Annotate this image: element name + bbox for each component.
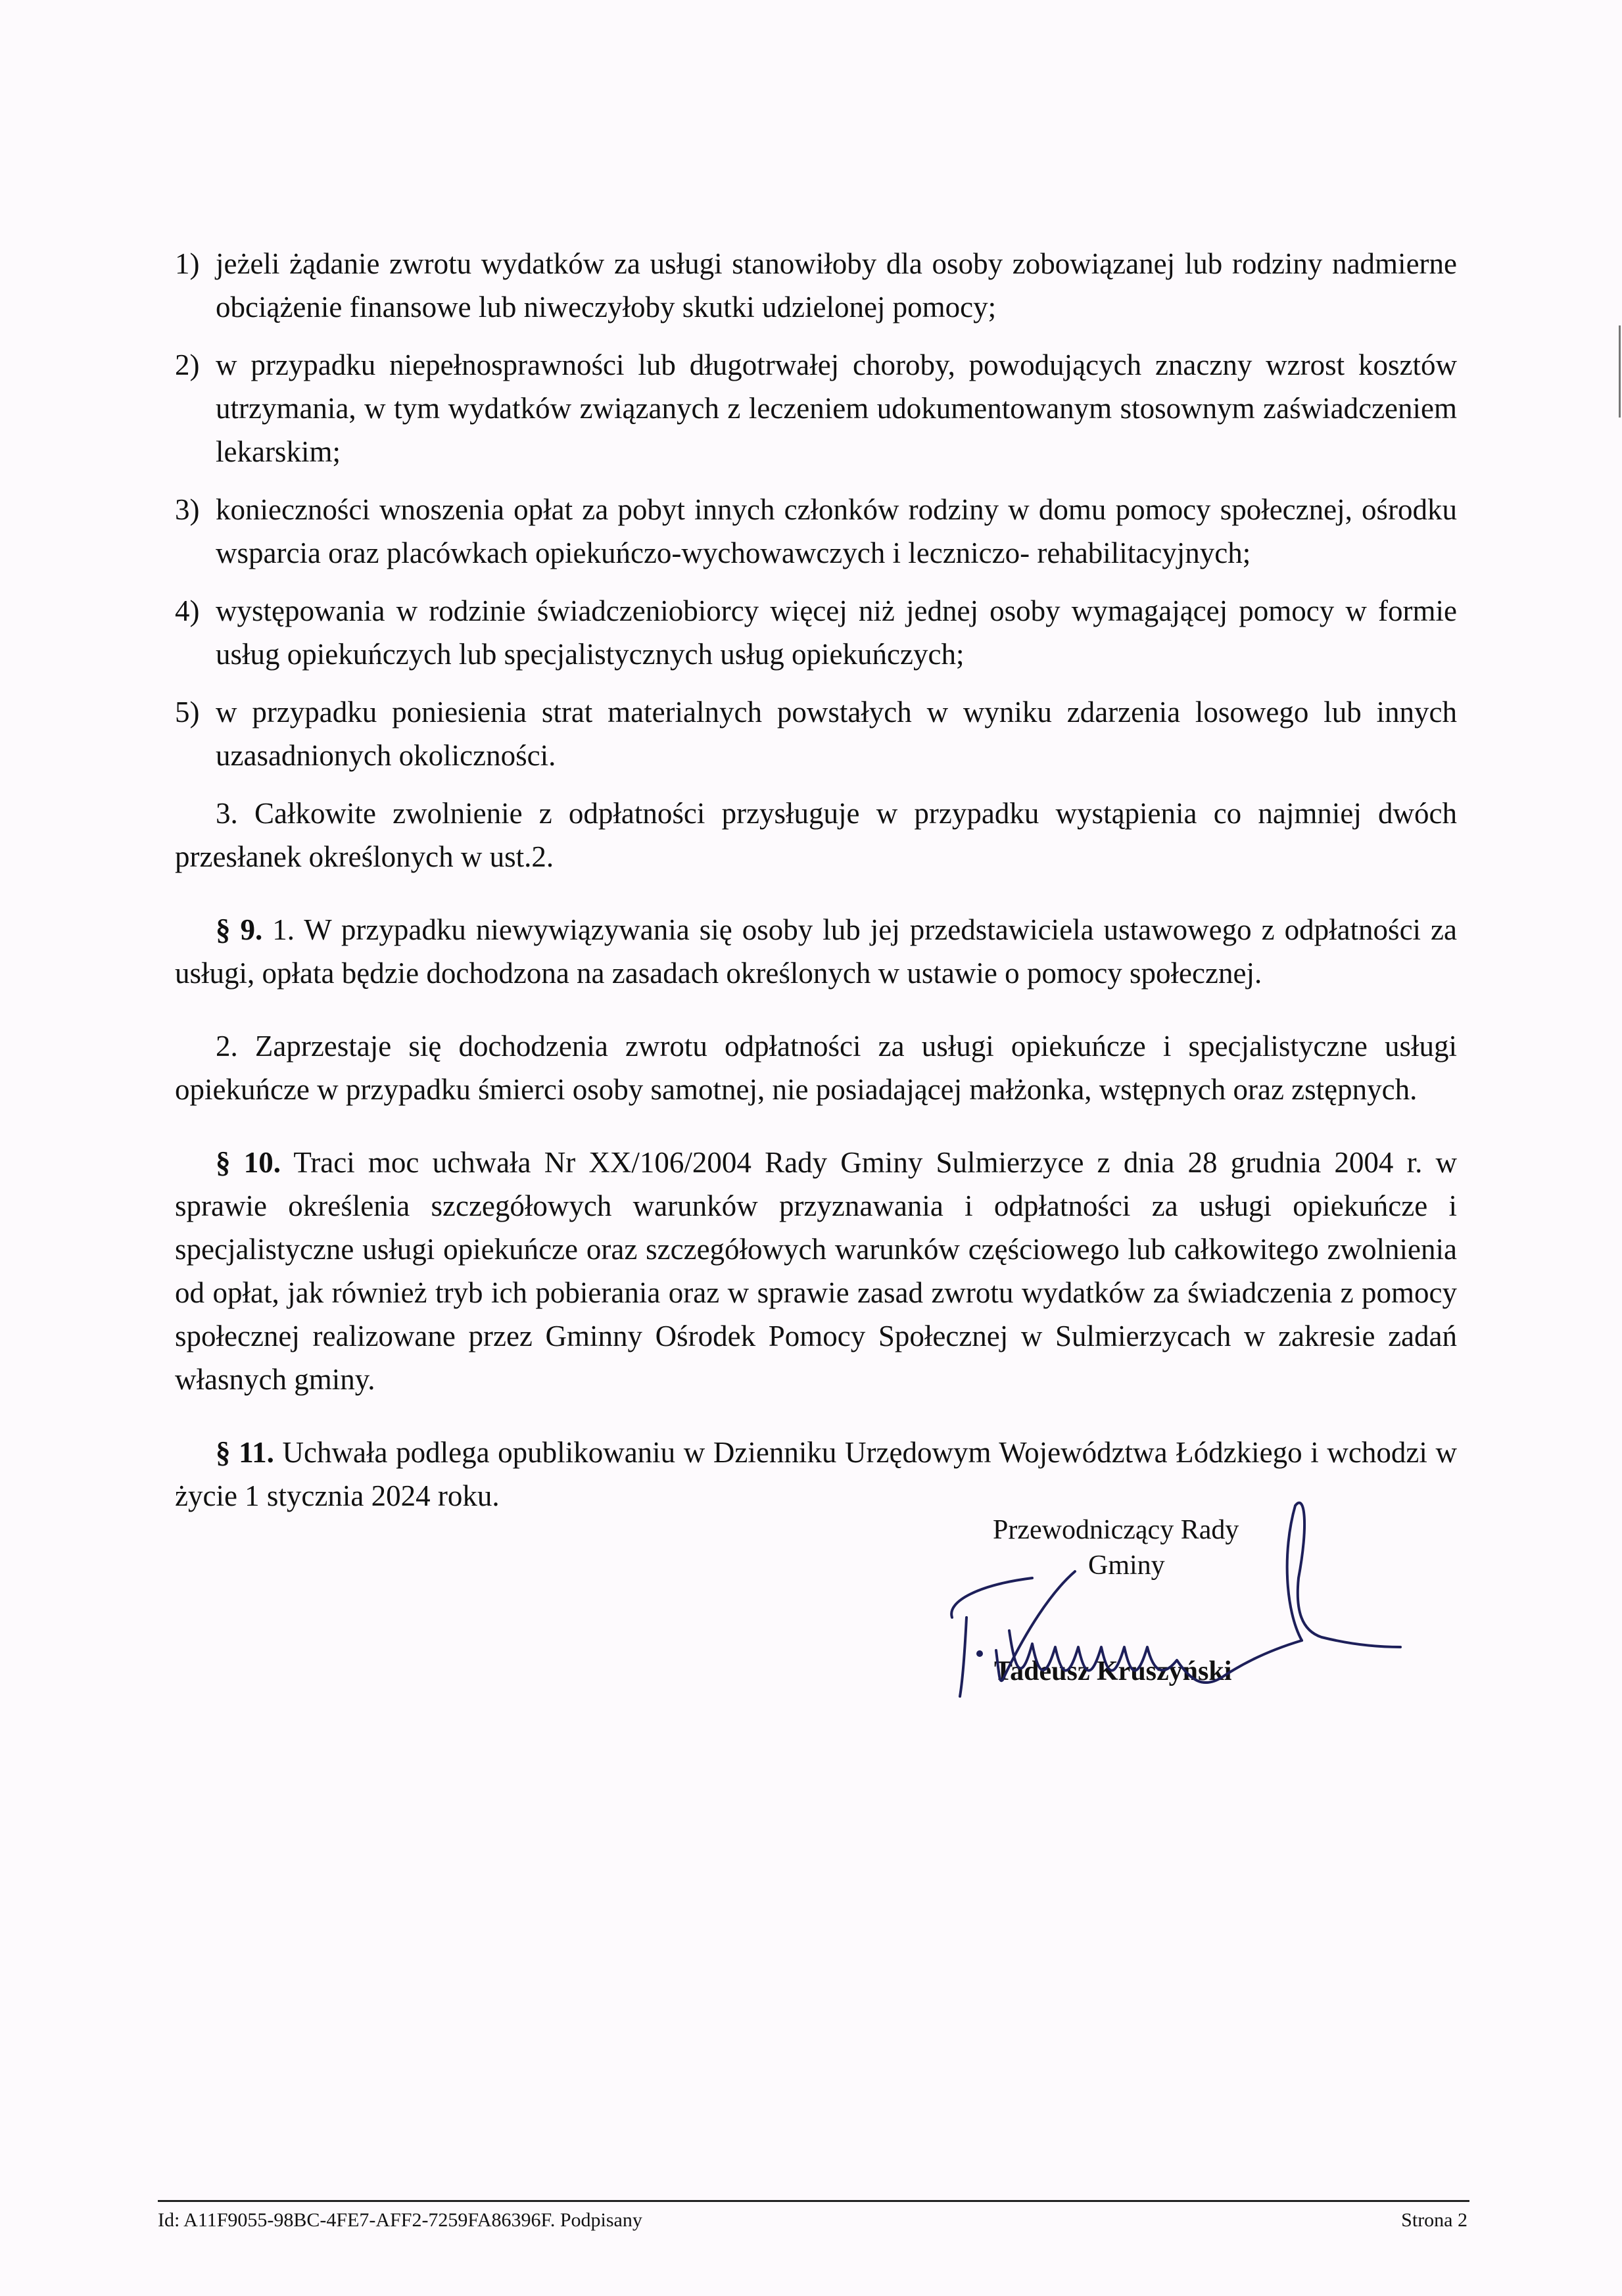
signatory-title: Przewodniczący Rady [993,1515,1239,1545]
signature-stroke-waves [1009,1631,1302,1683]
section-11-text: Uchwała podlega opublikowaniu w Dzienniku Urzędowym Województwa Łódzkiego i wchodzi w życie 1 stycznia 2024 roku. [175,1436,1457,1512]
page-number: Strona 2 [1401,2209,1467,2231]
paragraph-3: 3. Całkowite zwolnienie z odpłatności przysługuje w przypadku wystąpienia co najmniej dwóch przesłanek określonych w ust.2. [175,797,1457,873]
list-item-number: 5) [175,696,200,729]
section-10-paragraph [175,1141,1457,1401]
section-9-text-1: 1. W przypadku niewywiązywania się osoby lub jej przedstawiciela ustawowego z odpłatności za usługi, opłata będzie dochodzona na zasadach określonych w ustawie o pomocy społecznej. [175,913,1458,990]
document-id: Id: A11F9055-98BC-4FE7-AFF2-7259FA86396F. Podpisany [158,2209,642,2231]
list-item-text: w przypadku poniesienia strat materialnych powstałych w wyniku zdarzenia losowego lub innych uzasadnionych okoliczności. [216,696,1457,772]
signature-stroke-t-stem [960,1617,966,1696]
list-item-text: występowania w rodzinie świadczeniobiorcy więcej niż jednej osoby wymagającej pomocy w formie usług opiekuńczych lub specjalistycznych usług opiekuńczych; [216,594,1457,671]
list-item-number: 1) [175,247,200,280]
section-10-label: § 10. [216,1146,281,1179]
section-9-label: § 9. [216,913,263,946]
list-item-text: w przypadku niepełnosprawności lub długotrwałej choroby, powodujących znaczny wzrost kosztów utrzymania, w tym wydatków związanych z leczeniem udokumentowanym stosownym zaświadczeniem lekarskim; [216,348,1457,468]
section-9-paragraph-2: 2. Zaprzestaje się dochodzenia zwrotu odpłatności za usługi opiekuńcze i specjalistyczne usługi opiekuńcze w przypadku śmierci osoby samotnej, nie posiadającej małżonka, wstępnych oraz zstępnych. [175,1030,1457,1106]
list-item [175,343,1457,473]
list-item-number: 3) [175,493,200,526]
footer-divider [158,2200,1469,2202]
scan-edge-mark [1619,325,1621,418]
list-item [175,589,1457,676]
list-item-number: 4) [175,594,200,627]
section-11-label: § 11. [216,1436,274,1469]
list-item-number: 2) [175,348,200,381]
signature-stroke-k [996,1571,1075,1681]
list-item [175,242,1457,329]
document-body [175,242,1457,1532]
list-item [175,488,1457,575]
list-item [175,690,1457,777]
signature-stroke-loop [1287,1503,1400,1647]
list-item-text: konieczności wnoszenia opłat za pobyt innych członków rodziny w domu pomocy społecznej, ośrodku wsparcia oraz placówkach opiekuńczo-wychowawczych i leczniczo- rehabilitacyjnych; [216,493,1457,569]
section-10-text: Traci moc uchwała Nr XX/106/2004 Rady Gminy Sulmierzyce z dnia 28 grudnia 2004 r. w sprawie określenia szczegółowych warunków przyznawania i odpłatności za usługi opiekuńcze i specjalistyczne usługi opiekuńcze oraz szczegółowych warunków częściowego lub całkowitego zwolnienia od opłat, jak również tryb ich pobierania oraz w sprawie zasad zwrotu wydatków za świadczenia z pomocy społecznej realizowane przez Gminny Ośrodek Pomocy Społecznej w Sulmierzycach w zakresie zadań własnych gminy. [175,1146,1458,1396]
list-item-text: jeżeli żądanie zwrotu wydatków za usługi stanowiłoby dla osoby zobowiązanej lub rodziny nadmierne obciążenie finansowe lub niweczyłoby skutki udzielonej pomocy; [216,247,1457,323]
signature-dot [978,1652,982,1656]
signatory-name: Tadeusz Kruszyński [994,1656,1232,1686]
signature-stroke-t [951,1578,1032,1617]
signatory-title-line2: Gminy [1088,1550,1165,1581]
section-9-paragraph-1 [175,908,1457,995]
handwritten-signature-icon [901,1479,1453,1716]
